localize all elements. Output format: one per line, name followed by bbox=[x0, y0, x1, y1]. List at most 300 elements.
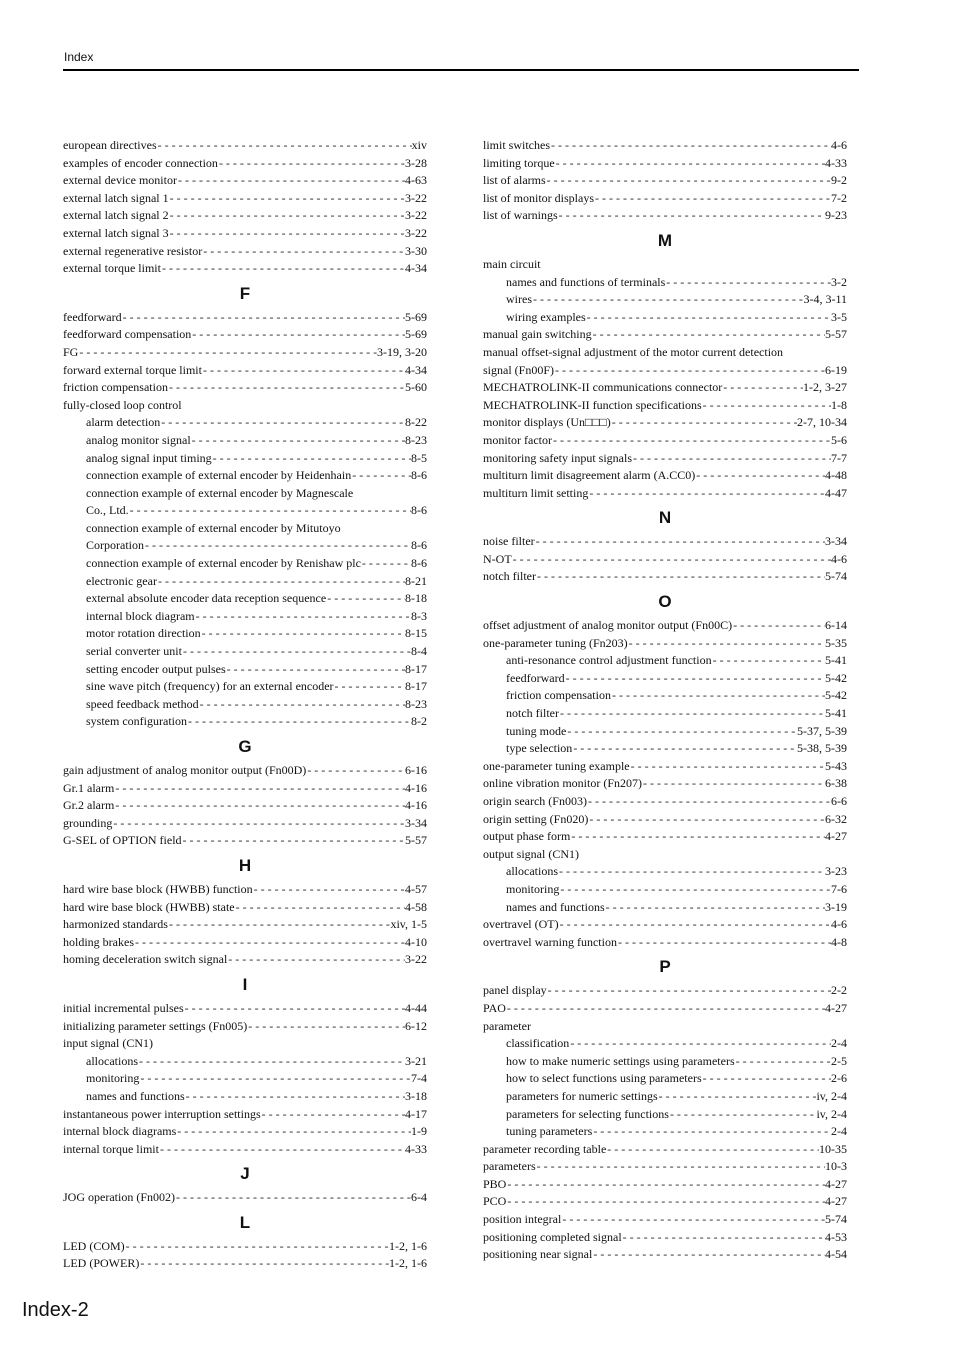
index-entry bbox=[483, 1193, 847, 1211]
entry-page-ref: 4-27 bbox=[825, 829, 847, 844]
entry-term: feedforward compensation bbox=[63, 327, 192, 342]
entry-term: multiturn limit disagreement alarm (A.CC0) bbox=[483, 468, 696, 483]
entry-page-ref: 4-16 bbox=[405, 780, 427, 795]
entry-group-h bbox=[63, 881, 427, 969]
entry-page-ref: 8-4 bbox=[411, 644, 427, 659]
entry-page-ref: xiv, 1-5 bbox=[390, 917, 427, 932]
dot-leader bbox=[606, 1141, 819, 1159]
index-entry bbox=[483, 934, 847, 952]
entry-term: FG bbox=[63, 344, 79, 359]
entry-page-ref: 6-4 bbox=[411, 1190, 427, 1205]
entry-term: feedforward bbox=[506, 670, 565, 685]
dot-leader bbox=[561, 1211, 825, 1229]
entry-group-o-c bbox=[483, 916, 847, 951]
index-subentry bbox=[483, 899, 847, 917]
entry-page-ref: 1-8 bbox=[831, 397, 847, 412]
entry-magnescale-cont bbox=[63, 502, 427, 520]
index-entry-main-circuit: main circuit bbox=[483, 256, 541, 271]
index-entry bbox=[63, 832, 427, 850]
entry-page-ref: 8-22 bbox=[405, 415, 427, 430]
entry-term: signal (Fn00F) bbox=[483, 362, 555, 377]
entry-page-ref: 4-27 bbox=[825, 1000, 847, 1015]
entry-page-ref: 2-6 bbox=[831, 1071, 847, 1086]
entry-term: how to make numeric settings using parameters bbox=[506, 1053, 735, 1068]
index-entry bbox=[63, 243, 427, 261]
entry-manual-offset-cont bbox=[483, 362, 847, 380]
index-entry bbox=[483, 1158, 847, 1176]
entry-page-ref: 3-23 bbox=[825, 864, 847, 879]
entry-group-f bbox=[63, 309, 427, 397]
entry-page-ref: 5-74 bbox=[825, 569, 847, 584]
entry-page-ref: 4-33 bbox=[405, 1141, 427, 1156]
entry-page-ref: 2-4 bbox=[831, 1036, 847, 1051]
dot-leader bbox=[532, 291, 803, 309]
index-subentry bbox=[483, 1053, 847, 1071]
entry-group-p-b bbox=[483, 1141, 847, 1264]
entry-term: electronic gear bbox=[86, 573, 157, 588]
dot-leader bbox=[157, 137, 412, 155]
entry-term: position integral bbox=[483, 1212, 562, 1227]
dot-leader bbox=[261, 1106, 405, 1124]
index-entry bbox=[483, 414, 847, 432]
entry-term: internal torque limit bbox=[63, 1141, 159, 1156]
index-entry bbox=[483, 155, 847, 173]
entry-term: monitoring safety input signals bbox=[483, 450, 632, 465]
entry-page-ref: 8-6 bbox=[411, 538, 427, 553]
entry-term: LED (COM) bbox=[63, 1238, 125, 1253]
entry-group-g bbox=[63, 762, 427, 850]
entry-page-ref: 8-21 bbox=[405, 573, 427, 588]
entry-group-n bbox=[483, 533, 847, 586]
entry-page-ref: 3-28 bbox=[405, 155, 427, 170]
dot-leader bbox=[569, 1035, 831, 1053]
entry-page-ref: 4-17 bbox=[405, 1106, 427, 1121]
entry-page-ref: 8-2 bbox=[411, 714, 427, 729]
index-entry bbox=[483, 362, 847, 380]
dot-leader bbox=[78, 344, 377, 362]
index-entry bbox=[63, 1238, 427, 1256]
dot-leader bbox=[702, 397, 831, 415]
entry-term: connection example of external encoder by Renishaw plc bbox=[86, 556, 361, 571]
entry-page-ref: 4-8 bbox=[831, 934, 847, 949]
index-subentry bbox=[63, 1053, 427, 1071]
entry-term: positioning near signal bbox=[483, 1247, 593, 1262]
index-subentry bbox=[483, 1035, 847, 1053]
index-entry bbox=[63, 379, 427, 397]
index-subentry bbox=[483, 652, 847, 670]
entry-term: panel display bbox=[483, 983, 547, 998]
index-entry bbox=[483, 207, 847, 225]
entry-group-m-sub bbox=[483, 274, 847, 327]
entry-term: external absolute encoder data reception sequence bbox=[86, 591, 327, 606]
entry-term: limiting torque bbox=[483, 155, 555, 170]
entry-term: names and functions bbox=[86, 1088, 185, 1103]
dot-leader bbox=[144, 537, 411, 555]
entry-term: N-OT bbox=[483, 551, 512, 566]
entry-term: positioning completed signal bbox=[483, 1229, 622, 1244]
index-subentry-mitutoyo: connection example of external encoder by Mitutoyo bbox=[86, 520, 341, 535]
entry-term: hard wire base block (HWBB) state bbox=[63, 899, 235, 914]
index-entry bbox=[63, 326, 427, 344]
entry-page-ref: 5-41 bbox=[825, 706, 847, 721]
section-heading-i: I bbox=[242, 974, 248, 994]
dot-leader bbox=[702, 1070, 831, 1088]
index-subentry bbox=[483, 309, 847, 327]
index-entry bbox=[63, 344, 427, 362]
entry-term: external latch signal 3 bbox=[63, 225, 169, 240]
entry-page-ref: 3-2 bbox=[831, 274, 847, 289]
dot-leader bbox=[160, 414, 405, 432]
entry-term: monitor factor bbox=[483, 432, 552, 447]
entry-term: sine wave pitch (frequency) for an external encoder bbox=[86, 679, 334, 694]
entry-page-ref: 8-17 bbox=[405, 661, 427, 676]
entry-page-ref: 1-9 bbox=[411, 1124, 427, 1139]
index-subentry bbox=[63, 414, 427, 432]
section-heading-h: H bbox=[238, 855, 252, 875]
entry-term: PBO bbox=[483, 1176, 507, 1191]
index-entry bbox=[63, 797, 427, 815]
entry-page-ref: 4-6 bbox=[831, 138, 847, 152]
index-entry bbox=[63, 780, 427, 798]
index-subentry bbox=[483, 670, 847, 688]
entry-group-m-a bbox=[483, 326, 847, 344]
dot-leader bbox=[587, 793, 831, 811]
entry-group-o-sub-a bbox=[483, 652, 847, 758]
entry-page-ref: 3-22 bbox=[405, 225, 427, 240]
dot-leader bbox=[632, 450, 831, 468]
entry-page-ref: 3-5 bbox=[831, 309, 847, 324]
entry-term: tuning mode bbox=[506, 723, 567, 738]
dot-leader bbox=[114, 797, 405, 815]
entry-group-o-sub-b bbox=[483, 863, 847, 916]
index-subentry bbox=[63, 678, 427, 696]
entry-page-ref: 3-19, 3-20 bbox=[377, 344, 427, 359]
dot-leader bbox=[536, 1158, 825, 1176]
dot-leader bbox=[712, 652, 825, 670]
section-heading-g: G bbox=[238, 737, 252, 756]
entry-term: type selection bbox=[506, 741, 573, 756]
entry-term: one-parameter tuning example bbox=[483, 758, 630, 773]
entry-term: monitor displays (Un□□□) bbox=[483, 415, 611, 430]
entry-page-ref: xiv bbox=[411, 138, 427, 152]
entry-page-ref: 6-16 bbox=[405, 763, 427, 777]
dot-leader bbox=[182, 832, 405, 850]
dot-leader bbox=[306, 762, 405, 780]
index-subentry bbox=[483, 740, 847, 758]
entry-group-p-a bbox=[483, 982, 847, 1017]
dot-leader bbox=[506, 1000, 825, 1018]
entry-term: allocations bbox=[506, 864, 558, 879]
section-heading-n: N bbox=[658, 508, 672, 528]
entry-term: JOG operation (Fn002) bbox=[63, 1190, 175, 1205]
index-entry bbox=[483, 617, 847, 635]
index-entry bbox=[483, 1246, 847, 1264]
entry-page-ref: 8-17 bbox=[405, 679, 427, 694]
index-subentry bbox=[63, 696, 427, 714]
index-subentry bbox=[63, 590, 427, 608]
right-index-column bbox=[483, 137, 847, 1264]
entry-term: internal block diagrams bbox=[63, 1124, 177, 1139]
index-entry bbox=[483, 916, 847, 934]
entry-page-ref: 7-7 bbox=[831, 450, 847, 465]
entry-term: friction compensation bbox=[63, 380, 168, 395]
dot-leader bbox=[592, 1246, 825, 1264]
index-entry bbox=[483, 1000, 847, 1018]
entry-term: system configuration bbox=[86, 714, 187, 729]
index-entry bbox=[63, 1106, 427, 1124]
entry-page-ref: 1-2, 3-27 bbox=[803, 380, 847, 395]
entry-page-ref: 6-32 bbox=[825, 811, 847, 826]
entry-term: multiturn limit setting bbox=[483, 485, 589, 500]
dot-leader bbox=[114, 780, 405, 798]
index-entry bbox=[483, 485, 847, 503]
entry-term: one-parameter tuning (Fn203) bbox=[483, 635, 628, 650]
dot-leader bbox=[611, 687, 825, 705]
index-entry bbox=[483, 379, 847, 397]
entry-term: parameters for numeric settings bbox=[506, 1088, 658, 1103]
entry-page-ref: 5-60 bbox=[405, 380, 427, 395]
entry-term: connection example of external encoder by Heidenhain bbox=[86, 468, 352, 483]
index-subentry-magnescale: connection example of external encoder by Magnescale bbox=[86, 485, 354, 500]
entry-page-ref: 4-58 bbox=[405, 899, 427, 914]
entry-group-p-sub bbox=[483, 1035, 847, 1141]
entry-page-ref: 1-2, 1-6 bbox=[389, 1238, 427, 1253]
dot-leader bbox=[247, 1018, 405, 1036]
entry-page-ref: 4-48 bbox=[825, 468, 847, 483]
index-subentry bbox=[483, 1106, 847, 1124]
dot-leader bbox=[168, 916, 390, 934]
index-entry bbox=[483, 1211, 847, 1229]
entry-group-m-b bbox=[483, 379, 847, 502]
entry-page-ref: 5-41 bbox=[825, 653, 847, 668]
entry-term: names and functions of terminals bbox=[506, 274, 666, 289]
entry-term: parameters bbox=[483, 1159, 536, 1174]
entry-term: forward external torque limit bbox=[63, 362, 202, 377]
entry-term: online vibration monitor (Fn207) bbox=[483, 776, 642, 791]
dot-leader bbox=[182, 643, 411, 661]
dot-leader bbox=[566, 723, 797, 741]
index-subentry bbox=[483, 881, 847, 899]
index-entry bbox=[63, 899, 427, 917]
index-entry bbox=[63, 934, 427, 952]
dot-leader bbox=[558, 207, 825, 225]
section-heading-p: P bbox=[659, 957, 671, 977]
dot-leader bbox=[177, 172, 405, 190]
dot-leader bbox=[512, 551, 831, 569]
index-entry bbox=[483, 450, 847, 468]
entry-page-ref: 8-5 bbox=[411, 450, 427, 465]
entry-term: setting encoder output pulses bbox=[86, 661, 226, 676]
entry-page-ref: 4-34 bbox=[405, 362, 427, 377]
entry-page-ref: 3-34 bbox=[405, 815, 427, 830]
entry-group-j bbox=[63, 1189, 427, 1207]
entry-term: external regenerative resistor bbox=[63, 243, 203, 258]
index-entry bbox=[483, 432, 847, 450]
index-subentry bbox=[63, 502, 427, 520]
entry-term: output phase form bbox=[483, 829, 571, 844]
dot-leader bbox=[129, 502, 411, 520]
dot-leader bbox=[559, 881, 831, 899]
dot-leader bbox=[112, 815, 405, 833]
dot-leader bbox=[570, 828, 825, 846]
entry-term: instantaneous power interruption settings bbox=[63, 1106, 261, 1121]
entry-page-ref: 4-6 bbox=[831, 551, 847, 566]
dot-leader bbox=[157, 573, 405, 591]
dot-leader bbox=[536, 568, 825, 586]
dot-leader bbox=[212, 450, 411, 468]
index-subentry bbox=[483, 863, 847, 881]
entry-page-ref: 5-69 bbox=[405, 309, 427, 324]
index-entry bbox=[483, 137, 847, 155]
index-entry bbox=[63, 1123, 427, 1141]
dot-leader bbox=[617, 934, 831, 952]
dot-leader bbox=[122, 309, 405, 327]
index-entry bbox=[483, 635, 847, 653]
entry-page-ref: 5-74 bbox=[825, 1212, 847, 1227]
entry-page-ref: 5-37, 5-39 bbox=[797, 723, 847, 738]
entry-term: gain adjustment of analog monitor output (Fn00D) bbox=[63, 763, 307, 777]
dot-leader bbox=[735, 1053, 831, 1071]
dot-leader bbox=[594, 190, 831, 208]
index-entry bbox=[63, 1189, 427, 1207]
entry-term: analog monitor signal bbox=[86, 432, 191, 447]
dot-leader bbox=[592, 326, 825, 344]
dot-leader bbox=[199, 696, 405, 714]
entry-term: initializing parameter settings (Fn005) bbox=[63, 1018, 248, 1033]
entry-page-ref: 5-57 bbox=[405, 833, 427, 848]
index-entry bbox=[63, 190, 427, 208]
index-entry bbox=[483, 551, 847, 569]
entry-page-ref: 4-53 bbox=[825, 1229, 847, 1244]
index-subentry bbox=[63, 432, 427, 450]
index-entry bbox=[483, 758, 847, 776]
entry-term: speed feedback method bbox=[86, 696, 199, 711]
dot-leader bbox=[226, 661, 405, 679]
dot-leader bbox=[630, 758, 825, 776]
entry-term: manual gain switching bbox=[483, 327, 592, 342]
entry-page-ref: 3-22 bbox=[405, 208, 427, 223]
entry-page-ref: 6-14 bbox=[825, 618, 847, 633]
entry-term: PAO bbox=[483, 1000, 506, 1015]
entry-page-ref: 2-2 bbox=[831, 983, 847, 998]
entry-page-ref: 6-6 bbox=[831, 794, 847, 808]
dot-leader bbox=[695, 467, 825, 485]
entry-page-ref: 5-42 bbox=[825, 688, 847, 703]
dot-leader bbox=[253, 881, 405, 899]
entry-page-ref: 9-2 bbox=[831, 173, 847, 188]
index-entry bbox=[483, 568, 847, 586]
entry-term: tuning parameters bbox=[506, 1124, 593, 1139]
dot-leader bbox=[588, 811, 825, 829]
entry-page-ref: 4-34 bbox=[405, 261, 427, 276]
section-heading-m: M bbox=[657, 230, 673, 250]
dot-leader bbox=[506, 1193, 825, 1211]
entry-term: Gr.1 alarm bbox=[63, 780, 115, 795]
index-entry bbox=[63, 207, 427, 225]
entry-term: Co., Ltd. bbox=[86, 503, 129, 518]
index-subentry bbox=[63, 573, 427, 591]
index-entry bbox=[63, 260, 427, 278]
entry-page-ref: 8-3 bbox=[411, 608, 427, 623]
entry-term: monitoring bbox=[506, 881, 560, 896]
dot-leader bbox=[535, 533, 825, 551]
index-entry bbox=[63, 137, 427, 155]
entry-page-ref: 3-34 bbox=[825, 534, 847, 549]
entry-page-ref: 3-18 bbox=[405, 1088, 427, 1103]
dot-leader bbox=[159, 1141, 405, 1159]
entry-page-ref: 5-43 bbox=[825, 758, 847, 773]
entry-page-ref: 8-6 bbox=[411, 468, 427, 483]
dot-leader bbox=[168, 379, 405, 397]
dot-leader bbox=[134, 934, 405, 952]
dot-leader bbox=[572, 740, 797, 758]
entry-term: internal block diagram bbox=[86, 608, 195, 623]
entry-group-i-b bbox=[63, 1106, 427, 1159]
entry-page-ref: 7-6 bbox=[831, 881, 847, 896]
entry-term: motor rotation direction bbox=[86, 626, 201, 641]
dot-leader bbox=[546, 172, 831, 190]
dot-leader bbox=[187, 713, 411, 731]
entry-term: serial converter unit bbox=[86, 644, 182, 659]
entry-page-ref: 8-6 bbox=[411, 503, 427, 518]
entry-page-ref: 5-57 bbox=[825, 327, 847, 342]
index-subentry bbox=[483, 1088, 847, 1106]
dot-leader bbox=[642, 775, 825, 793]
entry-term: MECHATROLINK-II communications connector bbox=[483, 380, 723, 395]
entry-term: parameters for selecting functions bbox=[506, 1106, 669, 1121]
entry-group-l bbox=[63, 1238, 427, 1273]
entry-term: external torque limit bbox=[63, 261, 161, 276]
entry-term: wires bbox=[506, 292, 532, 307]
index-entry bbox=[483, 172, 847, 190]
header-rule bbox=[63, 69, 859, 71]
index-entry bbox=[63, 309, 427, 327]
index-subentry bbox=[483, 1123, 847, 1141]
entry-page-ref: 3-22 bbox=[405, 952, 427, 967]
entry-page-ref: 8-23 bbox=[405, 696, 427, 711]
entry-page-ref: 5-38, 5-39 bbox=[797, 741, 847, 756]
index-subentry bbox=[483, 274, 847, 292]
section-heading-l: L bbox=[239, 1212, 251, 1232]
index-subentry bbox=[63, 661, 427, 679]
dot-leader bbox=[184, 1000, 405, 1018]
entry-term: offset adjustment of analog monitor output (Fn00C) bbox=[483, 618, 733, 633]
entry-page-ref: 10-35 bbox=[819, 1141, 847, 1156]
index-subentry bbox=[63, 625, 427, 643]
dot-leader bbox=[622, 1229, 825, 1247]
entry-page-ref: 4-54 bbox=[825, 1247, 847, 1262]
index-entry-input-signal: input signal (CN1) bbox=[63, 1036, 153, 1051]
entry-page-ref: 6-19 bbox=[825, 362, 847, 377]
dot-leader bbox=[201, 625, 405, 643]
index-subentry bbox=[63, 1088, 427, 1106]
dot-leader bbox=[334, 678, 405, 696]
entry-page-ref: 4-44 bbox=[405, 1000, 427, 1015]
index-subentry bbox=[63, 713, 427, 731]
entry-term: list of monitor displays bbox=[483, 190, 594, 205]
dot-leader bbox=[227, 951, 405, 969]
entry-page-ref: 8-23 bbox=[405, 432, 427, 447]
index-entry bbox=[483, 326, 847, 344]
dot-leader bbox=[592, 1123, 831, 1141]
dot-leader bbox=[125, 1238, 389, 1256]
entry-term: examples of encoder connection bbox=[63, 155, 218, 170]
entry-term: Gr.2 alarm bbox=[63, 798, 115, 813]
section-heading-j: J bbox=[240, 1164, 250, 1184]
entry-group-i-sub bbox=[63, 1053, 427, 1106]
dot-leader bbox=[195, 608, 411, 626]
entry-term: grounding bbox=[63, 815, 113, 830]
